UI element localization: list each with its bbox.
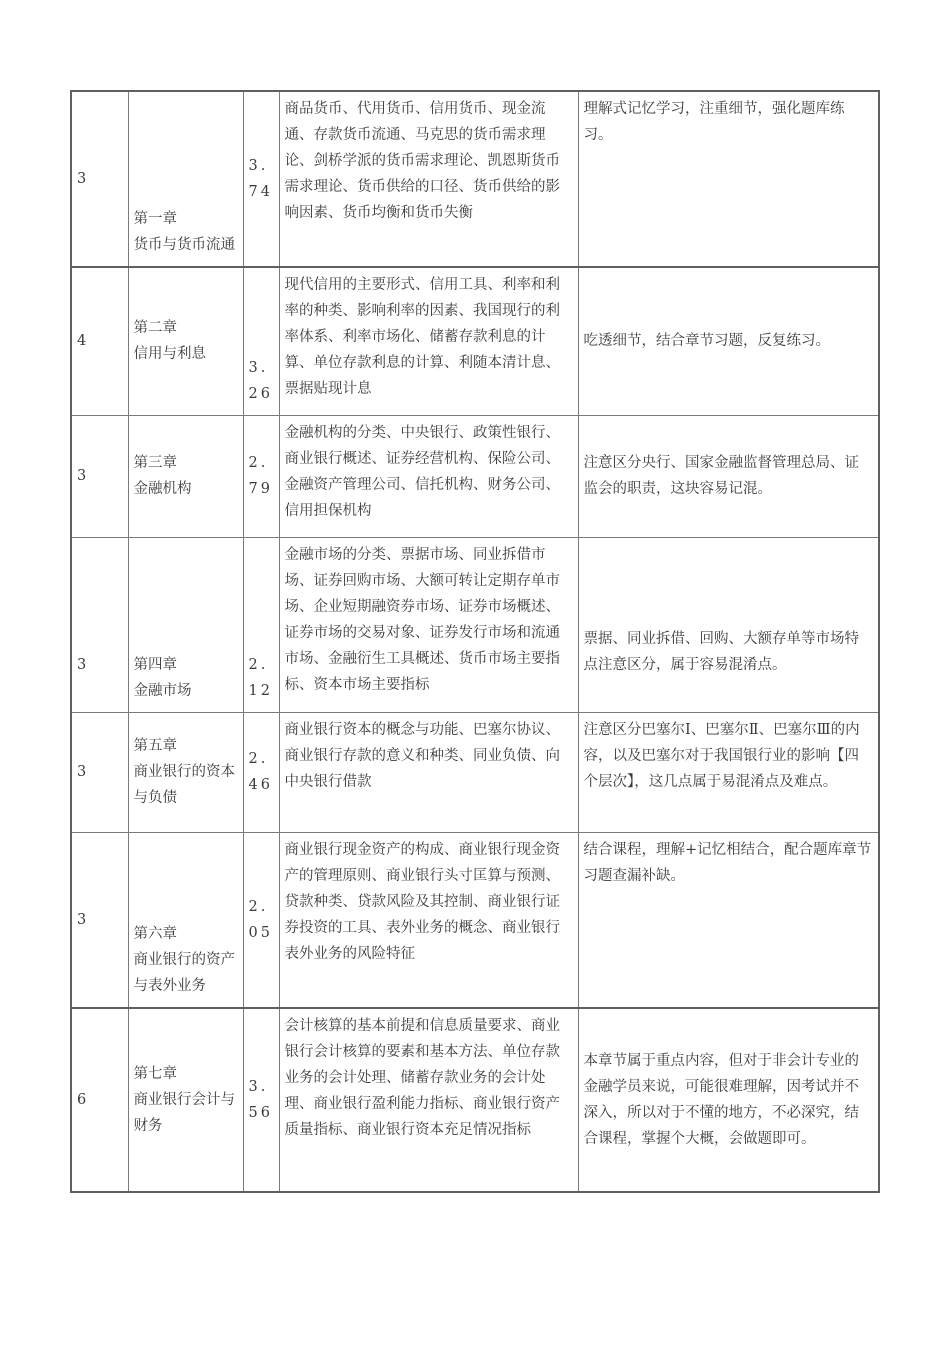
- advice-cell: 理解式记忆学习，注重细节，强化题库练习。: [578, 91, 879, 267]
- chapter-number: 第一章: [133, 211, 177, 227]
- advice-cell: 注意区分央行、国家金融监督管理总局、证监会的职责，这块容易记混。: [578, 415, 879, 537]
- chapter-number: 第七章: [133, 1066, 177, 1082]
- syllabus-table: [70, 90, 880, 1193]
- chapter-title: 商业银行会计与财务: [133, 1092, 235, 1134]
- weight-cell: 4: [71, 267, 128, 415]
- chapter-number: 第三章: [133, 455, 177, 471]
- weight-cell: 3: [71, 537, 128, 712]
- chapter-cell: [128, 415, 243, 537]
- weight-cell: 6: [71, 1008, 128, 1192]
- table-row: [71, 91, 879, 267]
- chapter-title: 商业银行的资产与表外业务: [133, 952, 235, 994]
- chapter-title: 信用与利息: [133, 346, 206, 363]
- content-cell: 现代信用的主要形式、信用工具、利率和利率的种类、影响利率的因素、我国现行的利率体系、利率市场化、储蓄存款利息的计算、单位存款利息的计算、利随本清计息、票据贴现计息: [279, 267, 578, 415]
- percent-cell: 2.79: [243, 415, 279, 537]
- content-cell: 商业银行资本的概念与功能、巴塞尔协议、商业银行存款的意义和种类、同业负债、向中央银行借款: [279, 712, 578, 832]
- advice-cell: 本章节属于重点内容，但对于非会计专业的金融学员来说，可能很难理解，因考试并不深入，所以对于不懂的地方，不必深究，结合课程，掌握个大概，会做题即可。: [578, 1008, 879, 1192]
- weight-cell: 3: [71, 91, 128, 267]
- percent-cell: 3.26: [243, 267, 279, 415]
- advice-cell: 吃透细节，结合章节习题，反复练习。: [578, 267, 879, 415]
- chapter-cell: [128, 712, 243, 832]
- chapter-number: 第四章: [133, 656, 177, 673]
- table-row: [71, 712, 879, 832]
- table-row: [71, 415, 879, 537]
- chapter-cell: [128, 1008, 243, 1192]
- chapter-number: 第五章: [133, 738, 177, 754]
- chapter-title: 金融市场: [133, 682, 192, 699]
- chapter-cell: [128, 832, 243, 1008]
- chapter-title: 货币与货币流通: [133, 237, 235, 253]
- advice-cell: 票据、同业拆借、回购、大额存单等市场特点注意区分，属于容易混淆点。: [578, 537, 879, 712]
- advice-cell: 结合课程，理解+记忆相结合，配合题库章节习题查漏补缺。: [578, 832, 879, 1008]
- content-cell: 商业银行现金资产的构成、商业银行现金资产的管理原则、商业银行头寸匡算与预测、贷款种类、贷款风险及其控制、商业银行证券投资的工具、表外业务的概念、商业银行表外业务的风险特征: [279, 832, 578, 1008]
- percent-cell: 3.74: [243, 91, 279, 267]
- chapter-cell: [128, 537, 243, 712]
- table-row: [71, 267, 879, 415]
- table-row: [71, 832, 879, 1008]
- content-cell: 金融机构的分类、中央银行、政策性银行、商业银行概述、证券经营机构、保险公司、金融资产管理公司、信托机构、财务公司、信用担保机构: [279, 415, 578, 537]
- percent-cell: 2.05: [243, 832, 279, 1008]
- percent-cell: 2.46: [243, 712, 279, 832]
- content-cell: 商品货币、代用货币、信用货币、现金流通、存款货币流通、马克思的货币需求理论、剑桥学派的货币需求理论、凯恩斯货币需求理论、货币供给的口径、货币供给的影响因素、货币均衡和货币失衡: [279, 91, 578, 267]
- chapter-number: 第二章: [133, 320, 177, 337]
- table-row: [71, 537, 879, 712]
- content-cell: 金融市场的分类、票据市场、同业拆借市场、证券回购市场、大额可转让定期存单市场、企业短期融资券市场、证券市场概述、证券市场的交易对象、证券发行市场和流通市场、金融衍生工具概述、货币市场主要指标、资本市场主要指标: [279, 537, 578, 712]
- weight-cell: 3: [71, 832, 128, 1008]
- chapter-title: 商业银行的资本与负债: [133, 764, 235, 806]
- percent-cell: 3.56: [243, 1008, 279, 1192]
- advice-cell: 注意区分巴塞尔Ⅰ、巴塞尔Ⅱ、巴塞尔Ⅲ的内容，以及巴塞尔对于我国银行业的影响【四个层次】，这几点属于易混淆点及难点。: [578, 712, 879, 832]
- chapter-title: 金融机构: [133, 481, 192, 497]
- chapter-cell: [128, 267, 243, 415]
- weight-cell: 3: [71, 415, 128, 537]
- table-row: [71, 1008, 879, 1192]
- content-cell: 会计核算的基本前提和信息质量要求、商业银行会计核算的要素和基本方法、单位存款业务的会计处理、储蓄存款业务的会计处理、商业银行盈利能力指标、商业银行资产质量指标、商业银行资本充足情况指标: [279, 1008, 578, 1192]
- percent-cell: 2.12: [243, 537, 279, 712]
- chapter-number: 第六章: [133, 926, 177, 942]
- weight-cell: 3: [71, 712, 128, 832]
- chapter-cell: [128, 91, 243, 267]
